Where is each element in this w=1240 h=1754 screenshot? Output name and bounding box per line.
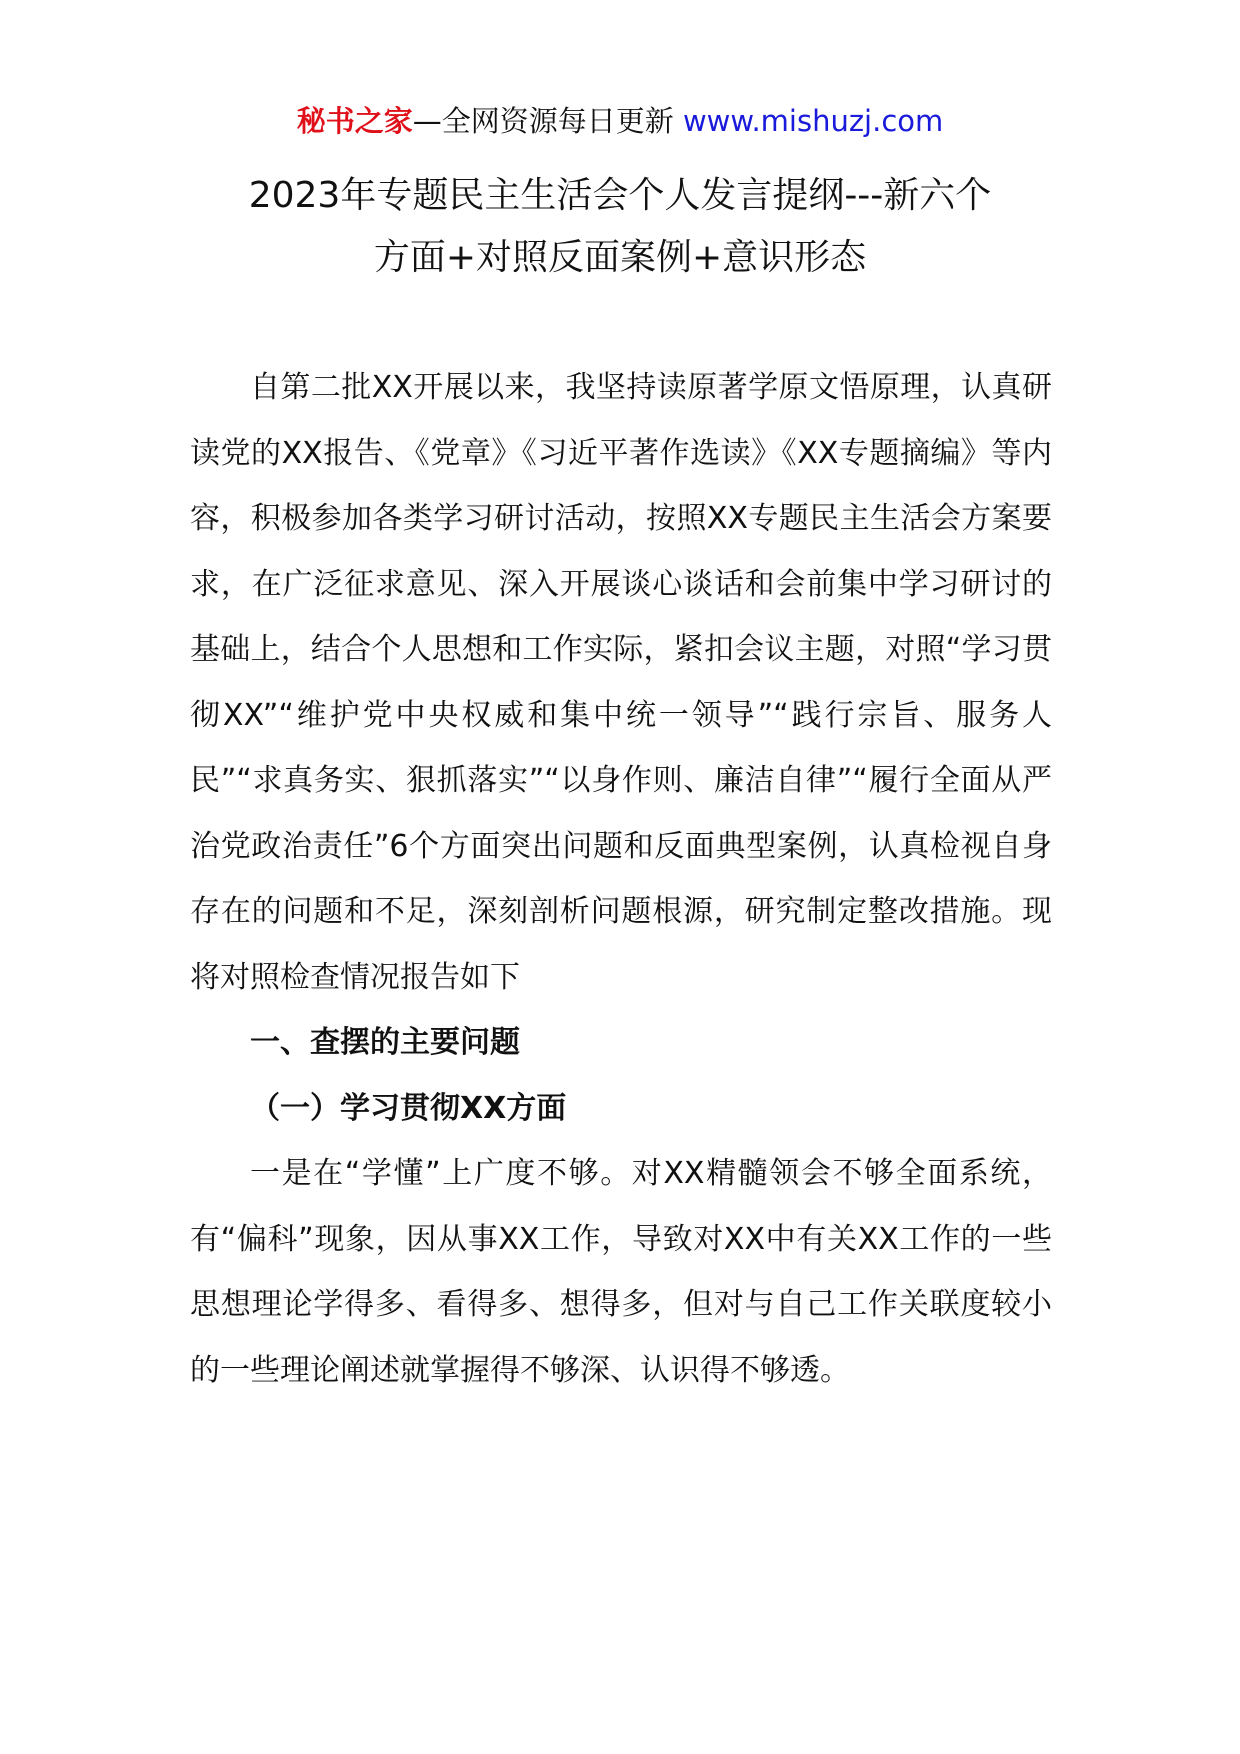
subsection-heading: （一）学习贯彻XX方面: [250, 1090, 567, 1126]
brand-name: 秘书之家: [296, 104, 413, 138]
title-line-1: 2023年专题民主生活会个人发言提纲---新六个: [248, 175, 992, 216]
header-tagline: —全网资源每日更新: [412, 104, 674, 138]
document-body: [190, 355, 1052, 1403]
site-header: [0, 100, 1240, 142]
point-paragraph: 一是在“学懂”上广度不够。对XX精髓领会不够全面系统，有“偏科”现象，因从事XX工作，导致对XX中有关XX工作的一些思想理论学得多、看得多、想得多，但对与自己工作关联度较小的一些理论阐述就掌握得不够深、认识得不够透。: [190, 1156, 1052, 1388]
site-url[interactable]: www.mishuzj.com: [682, 104, 944, 138]
intro-paragraph: 自第二批XX开展以来，我坚持读原著学原文悟原理，认真研读党的XX报告、《党章》《习近平著作选读》《XX专题摘编》等内容，积极参加各类学习研讨活动，按照XX专题民主生活会方案要求，在广泛征求意见、深入开展谈心谈话和会前集中学习研讨的基础上，结合个人思想和工作实际，紧扣会议主题，对照“学习贯彻XX”“维护党中央权威和集中统一领导”“践行宗旨、服务人民”“求真务实、狠抓落实”“以身作则、廉洁自律”“履行全面从严治党政治责任”6个方面突出问题和反面典型案例，认真检视自身存在的问题和不足，深刻剖析问题根源，研究制定整改措施。现将对照检查情况报告如下: [190, 370, 1052, 995]
section-heading: 一、查摆的主要问题: [250, 1025, 520, 1060]
title-line-2: 方面+对照反面案例+意识形态: [373, 237, 867, 278]
document-title: [180, 165, 1060, 289]
